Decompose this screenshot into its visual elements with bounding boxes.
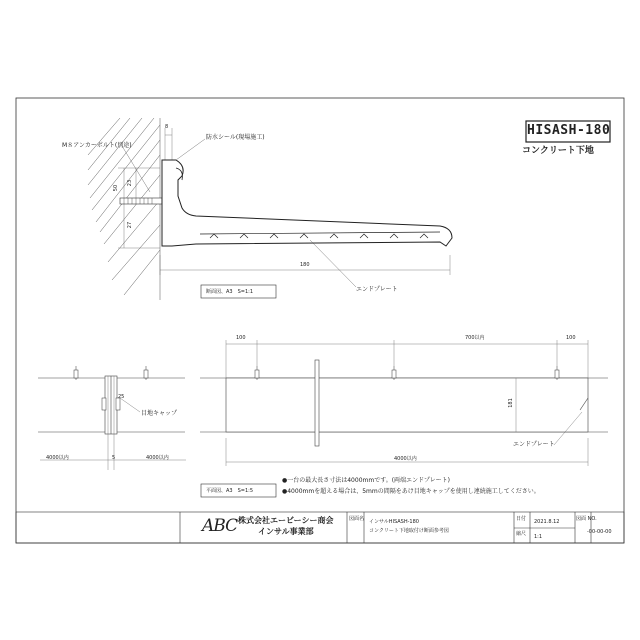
- anchor-bolt-label: M８アンカーボルト(別途): [62, 142, 132, 149]
- dim-8: 8: [165, 124, 169, 130]
- dim-gap-5: 5: [112, 455, 116, 461]
- company-name: 株式会社エービーシー商会: [238, 516, 334, 525]
- company-logo: ABC: [202, 516, 238, 536]
- note-2: ●4000mmを超える場合は、5mmの間隔をあけ目地キャップを使用し連続施工してください。: [282, 488, 540, 495]
- joint-cap-label: 目地キャップ: [141, 410, 178, 417]
- note-1: ●一台の最大長さ寸法は4000mmです。(両端エンドプレート): [282, 477, 450, 484]
- division-name: インサル事業部: [258, 527, 314, 536]
- date-value: 2021.8.12: [534, 519, 560, 525]
- endplate-label-section: エンドプレート: [356, 286, 398, 293]
- dim-181: 181: [507, 398, 514, 408]
- dim-27: 27: [127, 221, 134, 229]
- plan-caption: 平面図、A3 S=1:5: [206, 488, 254, 494]
- seal-label: 防水シール(現場施工): [206, 134, 265, 141]
- date-label: 日付: [516, 516, 527, 522]
- dim-700: 700以内: [465, 335, 485, 341]
- dim-100-left: 100: [236, 335, 246, 341]
- scale-value: 1:1: [534, 534, 543, 540]
- endplate-label-plan: エンドプレート: [513, 441, 555, 448]
- dim-left-4000: 4000以内: [46, 455, 69, 461]
- dim-right-4000: 4000以内: [146, 455, 169, 461]
- dim-50: 50: [113, 184, 120, 192]
- scale-label: 縮尺: [516, 531, 527, 537]
- drawing-name-2: コンクリート下地取付け断面参考図: [369, 528, 449, 534]
- drawing-no-label: 図面 NO.: [576, 516, 597, 522]
- dim-180: 180: [300, 262, 310, 268]
- drawing-no-value: -00-00-00: [582, 529, 612, 535]
- drawing-name-1: インサルHISASH-180: [369, 519, 419, 525]
- drawing-name-label: 図面名: [349, 516, 365, 522]
- dim-23: 23: [127, 179, 134, 187]
- dim-total-4000: 4000以内: [394, 456, 417, 462]
- substrate-title: コンクリート下地: [522, 146, 594, 156]
- dim-25: 25: [118, 394, 125, 400]
- product-code: HISASH-180: [527, 123, 611, 138]
- dim-100-right: 100: [566, 335, 576, 341]
- section-caption: 断面図、A3 S=1:1: [206, 289, 254, 295]
